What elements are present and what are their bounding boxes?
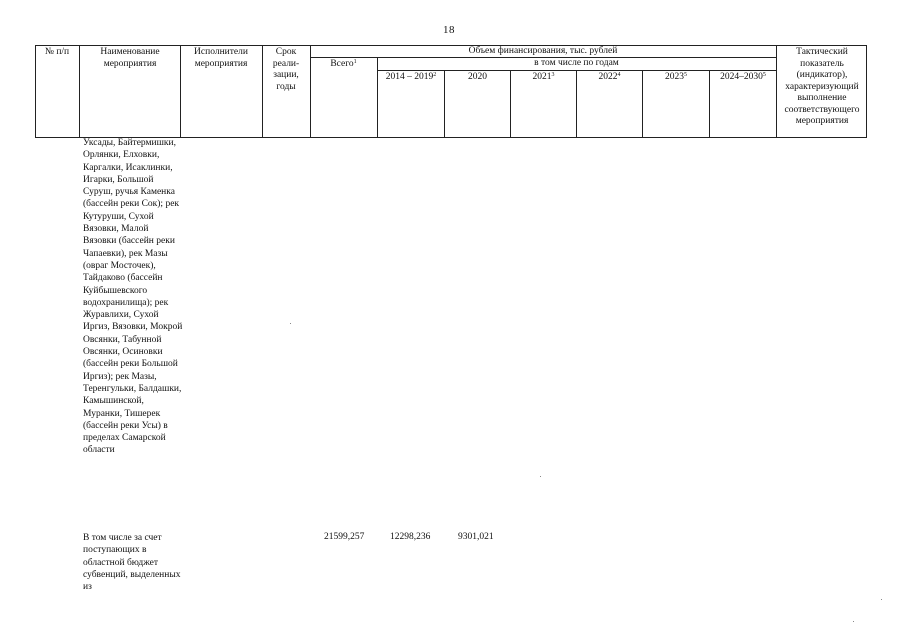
header-year xyxy=(445,72,510,84)
table-header xyxy=(35,45,867,137)
header-by-years: в том числе по годам xyxy=(534,58,619,68)
border-num xyxy=(79,45,80,138)
rivers-description: Уксады, Байтермишки, Орлянки, Елховки, Каргалки, Исаклинки, Игарки, Большой Суруш, ручья Каменка (бассейн реки Сок); рек Кутуруши, Сухой Вязовки, Малой Вязовки (бассейн реки Чапаевки), рек Мазы (овраг Мосточек), Тайдаково (бассейн Куйбышевского водохранилища); рек Журавлихи, Сухой Иргиз, Вязовки, Мокрой Овсянки, Табунной Овсянки, Осиновки (бассейн реки Большой Иргиз); рек Мазы, Теренгульки, Балдашки, Камышинской, Муранки, Тишерек (бассейн реки Усы) в пределах Самарской области xyxy=(83,138,183,456)
border-exec xyxy=(262,45,263,138)
border-y6 xyxy=(776,45,777,138)
header-year xyxy=(378,72,444,84)
year-sup: 3 xyxy=(551,72,555,78)
scan-speck xyxy=(290,323,291,324)
header-executors: Исполнители мероприятия xyxy=(194,47,248,69)
value-2014-2019: 12298,236 xyxy=(390,532,431,542)
year-sup: 5 xyxy=(762,72,766,78)
border-left xyxy=(35,45,36,138)
border-right xyxy=(866,45,867,138)
year-label: 2021 xyxy=(532,72,552,82)
border-name xyxy=(180,45,181,138)
scan-speck xyxy=(881,599,882,600)
header-year xyxy=(577,72,642,84)
header-year xyxy=(643,72,709,84)
header-total xyxy=(312,59,375,71)
value-2020: 9301,021 xyxy=(458,532,494,542)
year-label: 2022 xyxy=(598,72,618,82)
header-funding: Объем финансирования, тыс. рублей xyxy=(468,46,618,56)
year-sup: 4 xyxy=(617,72,621,78)
subsidy-description: В том числе за счет поступающих в областной бюджет субвенций, выделенных из xyxy=(83,533,181,593)
header-indicator: Тактический показатель (индикатор), характеризующий выполнение соответствующего мероприятия xyxy=(784,47,860,126)
header-year xyxy=(710,72,776,84)
scan-speck xyxy=(853,621,854,622)
year-label: 2023 xyxy=(665,72,684,82)
year-label: 2024–2030 xyxy=(720,72,763,82)
year-label: 2014 – 2019 xyxy=(385,72,434,82)
scan-speck xyxy=(540,476,541,477)
header-name: Наименование мероприятия xyxy=(100,47,160,69)
year-sup: 2 xyxy=(433,72,437,78)
year-label: 2020 xyxy=(468,72,487,82)
year-sup: 5 xyxy=(684,72,687,78)
page-number: 18 xyxy=(443,24,455,36)
header-term: Срок реали-зации, годы xyxy=(272,47,300,92)
border-total xyxy=(377,57,378,138)
total-value: 21599,257 xyxy=(324,532,365,542)
border-term xyxy=(310,45,311,138)
header-year xyxy=(511,72,576,84)
header-number: № п/п xyxy=(44,47,70,57)
header-total-label: Всего xyxy=(330,59,354,69)
header-total-sup: 1 xyxy=(353,59,357,65)
